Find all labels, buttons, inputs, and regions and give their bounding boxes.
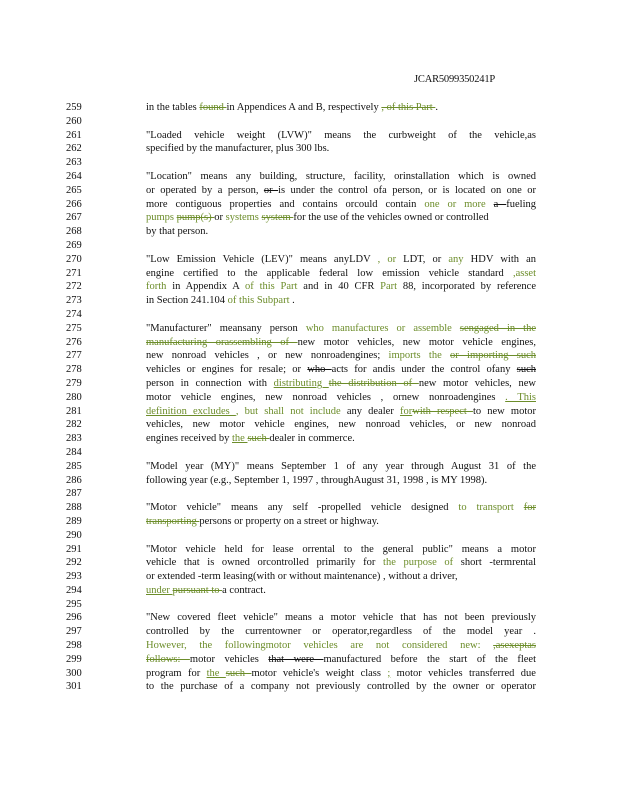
line-number: 292	[66, 557, 82, 569]
text-line	[0, 349, 618, 363]
line-number: 293	[66, 571, 82, 583]
deleted-text: found	[199, 102, 227, 113]
line-number: 260	[66, 115, 82, 127]
line-number: 272	[66, 281, 82, 293]
line-number: 297	[66, 626, 82, 638]
text-segment: to new motor	[472, 405, 536, 417]
line-text	[146, 225, 536, 239]
text-segment: "Motor vehicle held for lease orrental to the general public" means a motor	[146, 543, 536, 555]
inserted-text: Part	[380, 281, 403, 293]
text-line	[0, 556, 618, 570]
text-segment: in Section 241.104	[146, 295, 228, 307]
text-segment: .	[435, 102, 438, 113]
text-segment: and in 40 CFR	[303, 281, 381, 293]
line-number: 264	[66, 170, 82, 182]
inserted-text: , or	[377, 253, 404, 265]
text-segment: new nonroad vehicles , or new nonroadengines;	[146, 350, 389, 362]
line-text	[146, 211, 536, 225]
text-segment: motor vehicle engines, new nonroad vehicles , ornew nonroadengines	[146, 391, 506, 403]
text-segment: "Manufacturer" meansany person	[146, 322, 306, 334]
text-segment: "Low Emission Vehicle (LEV)" means anyLDV	[146, 253, 378, 265]
inserted-text: one or more	[424, 198, 494, 210]
line-number: 280	[66, 391, 82, 403]
line-text	[146, 280, 536, 294]
inserted-text: the	[428, 350, 451, 362]
text-segment: specified by the manufacturer, plus 300 lbs.	[146, 143, 330, 155]
deleted-text: who	[307, 364, 332, 376]
text-line	[0, 336, 618, 350]
deleted-text: system	[261, 212, 294, 224]
text-line	[0, 198, 618, 212]
text-line	[0, 474, 618, 488]
document-id: JCAR5099350241P	[414, 74, 496, 85]
line-number: 288	[66, 502, 82, 514]
line-number: 276	[66, 336, 82, 348]
line-number: 290	[66, 529, 82, 541]
line-text	[146, 198, 536, 212]
text-segment: "New covered fleet vehicle" means a motor vehicle that has not been previously	[146, 612, 536, 624]
line-number: 273	[66, 295, 82, 307]
deleted-text: follows:	[146, 653, 190, 665]
line-text	[146, 142, 536, 156]
text-line	[0, 322, 618, 336]
text-line	[0, 156, 618, 170]
text-segment: vehicles or engines for resale; or	[146, 364, 308, 376]
line-number: 281	[66, 405, 82, 417]
line-number: 265	[66, 184, 82, 196]
line-number: 298	[66, 640, 82, 652]
line-number: 284	[66, 446, 82, 458]
line-number: 299	[66, 653, 82, 665]
text-line	[0, 543, 618, 557]
deleted-text: such	[247, 433, 270, 445]
text-segment: LDT, or	[403, 253, 449, 265]
line-text	[146, 501, 536, 515]
text-line	[0, 115, 618, 129]
deleted-text: for	[523, 502, 536, 514]
inserted-text: ;	[387, 667, 391, 679]
inserted-text: . This	[505, 391, 536, 403]
line-number: 274	[66, 308, 82, 320]
text-segment: is under the control ofa person, or is located on one or	[278, 184, 536, 196]
line-text	[146, 336, 536, 350]
text-segment: 88, incorporated by reference	[402, 281, 536, 293]
text-line	[0, 280, 618, 294]
text-segment: motor vehicle's weight class	[251, 667, 388, 679]
line-text	[146, 611, 536, 625]
text-segment: HDV with an	[470, 253, 536, 265]
line-text	[146, 377, 536, 391]
line-number: 300	[66, 667, 82, 679]
line-number: 263	[66, 157, 82, 169]
line-text	[146, 543, 536, 557]
text-line	[0, 611, 618, 625]
line-text	[146, 322, 536, 336]
text-segment: or extended -term leasing(with or without maintenance) , without a driver,	[146, 571, 458, 583]
text-line	[0, 101, 618, 115]
inserted-text: of this Part	[245, 281, 304, 293]
text-segment: to the purchase of a company not previously controlled by the owner or operator	[146, 681, 536, 693]
text-segment: vehicle that is owned orcontrolled primarily for	[146, 557, 384, 569]
line-number: 269	[66, 239, 82, 251]
line-text	[146, 460, 536, 474]
line-number: 282	[66, 419, 82, 431]
inserted-text: for	[399, 405, 413, 417]
line-number: 285	[66, 460, 82, 472]
line-text	[146, 253, 536, 267]
text-segment: or operated by a person,	[146, 184, 264, 196]
text-line	[0, 529, 618, 543]
line-text	[146, 363, 536, 377]
text-segment: controlled by the currentowner or operator,regardless of the model year .	[146, 626, 536, 638]
line-number: 287	[66, 488, 82, 500]
text-segment: "Loaded vehicle weight (LVW)" means the curbweight of the vehicle,as	[146, 129, 536, 141]
text-line	[0, 432, 618, 446]
line-number: 261	[66, 129, 82, 141]
text-segment: manufactured before the start of the fleet	[323, 653, 536, 665]
line-number: 270	[66, 253, 82, 265]
line-text	[146, 294, 536, 308]
line-number: 275	[66, 322, 82, 334]
text-segment: persons or property on a street or highway.	[199, 515, 379, 527]
text-line	[0, 308, 618, 322]
deleted-text: transporting	[146, 515, 200, 527]
text-segment: "Motor vehicle" means any self -propelled vehicle designed	[146, 502, 459, 514]
inserted-text: systems	[225, 212, 262, 224]
line-text	[146, 418, 536, 432]
inserted-text: to transport	[458, 502, 524, 514]
inserted-text: of this Subpart	[227, 295, 290, 307]
line-text	[146, 625, 536, 639]
inserted-text: forth	[146, 281, 173, 293]
line-text	[146, 653, 536, 667]
text-segment: in Appendices A and B, respectively	[226, 102, 382, 113]
line-text	[146, 405, 536, 419]
text-segment: by that person.	[146, 226, 209, 238]
text-segment: new motor vehicles, new	[418, 377, 536, 389]
text-line	[0, 239, 618, 253]
line-number: 291	[66, 543, 82, 555]
text-line	[0, 501, 618, 515]
inserted-text: imports	[388, 350, 429, 362]
line-number: 268	[66, 226, 82, 238]
inserted-text: distributing	[273, 377, 329, 389]
numbered-text-body	[0, 101, 618, 694]
line-number: 296	[66, 612, 82, 624]
text-line	[0, 639, 618, 653]
line-text	[146, 391, 536, 405]
text-line	[0, 515, 618, 529]
text-segment: program for	[146, 667, 207, 679]
text-line	[0, 460, 618, 474]
text-line	[0, 184, 618, 198]
deleted-text: that were	[268, 653, 324, 665]
text-line	[0, 667, 618, 681]
inserted-text: under	[146, 584, 173, 596]
text-segment: in Appendix A	[172, 281, 246, 293]
text-segment: fueling	[506, 198, 536, 210]
text-segment: any dealer	[346, 405, 400, 417]
text-line	[0, 584, 618, 598]
deleted-text: such	[225, 667, 252, 679]
text-segment: engines received by	[146, 433, 233, 445]
text-line	[0, 142, 618, 156]
line-text	[146, 639, 536, 653]
line-text	[146, 584, 536, 598]
deleted-text: or importing such	[450, 350, 536, 362]
line-number: 271	[66, 267, 82, 279]
deleted-text: or	[263, 184, 279, 196]
line-text	[146, 349, 536, 363]
text-segment: for the use of the vehicles owned or controlled	[293, 212, 489, 224]
line-text	[146, 474, 536, 488]
text-line	[0, 253, 618, 267]
text-line	[0, 625, 618, 639]
line-text	[146, 129, 536, 143]
text-line	[0, 391, 618, 405]
inserted-text: the	[206, 667, 226, 679]
text-line	[0, 267, 618, 281]
line-number: 277	[66, 350, 82, 362]
text-line	[0, 680, 618, 694]
text-segment: new motor vehicles, new motor vehicle engines,	[297, 336, 536, 348]
deleted-text: with respect	[412, 405, 473, 417]
deleted-text: a	[493, 198, 507, 210]
text-segment: dealer in commerce.	[269, 433, 355, 445]
deleted-text: manufacturing orassembling of	[146, 336, 298, 348]
inserted-text: , but shall not include	[235, 405, 347, 417]
line-number: 267	[66, 212, 82, 224]
line-text	[146, 570, 536, 584]
text-line	[0, 225, 618, 239]
text-segment: person in connection with	[146, 377, 274, 389]
text-line	[0, 418, 618, 432]
line-text	[146, 101, 536, 115]
line-text	[146, 184, 536, 198]
line-text	[146, 515, 536, 529]
text-segment: motor vehicles	[189, 653, 269, 665]
line-number: 278	[66, 364, 82, 376]
text-line	[0, 487, 618, 501]
line-number: 259	[66, 102, 82, 113]
text-segment: "Model year (MY)" means September 1 of any year through August 31 of the	[146, 460, 536, 472]
text-segment: engine certified to the applicable federal low emission vehicle standard	[146, 267, 513, 279]
text-line	[0, 446, 618, 460]
text-line	[0, 294, 618, 308]
text-line	[0, 129, 618, 143]
line-number: 294	[66, 584, 82, 596]
deleted-text: ,asexeptas	[493, 640, 536, 652]
text-line	[0, 405, 618, 419]
text-segment: following year (e.g., September 1, 1997 , throughAugust 31, 1998 , is MY 1998).	[146, 474, 488, 486]
line-number: 283	[66, 433, 82, 445]
text-segment: "Location" means any building, structure, facility, orinstallation which is owned	[146, 170, 536, 182]
inserted-text: However, the followingmotor vehicles are not considered new:	[146, 640, 494, 652]
text-line	[0, 170, 618, 184]
text-line	[0, 598, 618, 612]
line-number: 279	[66, 377, 82, 389]
line-text	[146, 170, 536, 184]
line-text	[146, 267, 536, 281]
deleted-text: such	[516, 364, 536, 376]
deleted-text: pump(s)	[176, 212, 215, 224]
line-text	[146, 680, 536, 694]
text-line	[0, 653, 618, 667]
inserted-text: ,asset	[512, 267, 536, 279]
line-number: 286	[66, 474, 82, 486]
inserted-text: the	[232, 433, 248, 445]
line-number: 266	[66, 198, 82, 210]
inserted-text: the purpose of	[383, 557, 461, 569]
text-segment: vehicles, new motor vehicle engines, new nonroad vehicles, or new nonroad	[146, 419, 536, 431]
text-segment: motor vehicles transferred due	[390, 667, 536, 679]
text-segment: a contract.	[222, 584, 266, 596]
deleted-text: the distribution of	[328, 377, 419, 389]
inserted-text: any	[448, 253, 471, 265]
deleted-text: pursuant to	[172, 584, 223, 596]
text-segment: short -termrental	[460, 557, 536, 569]
text-line	[0, 363, 618, 377]
inserted-text: definition excludes	[146, 405, 236, 417]
deleted-text: , of this Part	[381, 102, 436, 113]
line-text	[146, 556, 536, 570]
line-text	[146, 432, 536, 446]
text-segment: more contiguous properties and contains orcould contain	[146, 198, 425, 210]
text-line	[0, 211, 618, 225]
inserted-text: who manufactures or assemble	[305, 322, 460, 334]
deleted-text: sengaged in the	[459, 322, 536, 334]
line-number: 262	[66, 143, 82, 155]
text-line	[0, 570, 618, 584]
text-segment: in the tables	[146, 102, 200, 113]
inserted-text: pumps	[146, 212, 177, 224]
text-segment: .	[289, 295, 295, 307]
text-line	[0, 377, 618, 391]
line-number: 289	[66, 515, 82, 527]
line-number: 295	[66, 598, 82, 610]
text-segment: acts for andis under the control ofany	[331, 364, 517, 376]
line-number: 301	[66, 681, 82, 693]
text-segment: or	[214, 212, 226, 224]
line-text	[146, 667, 536, 681]
